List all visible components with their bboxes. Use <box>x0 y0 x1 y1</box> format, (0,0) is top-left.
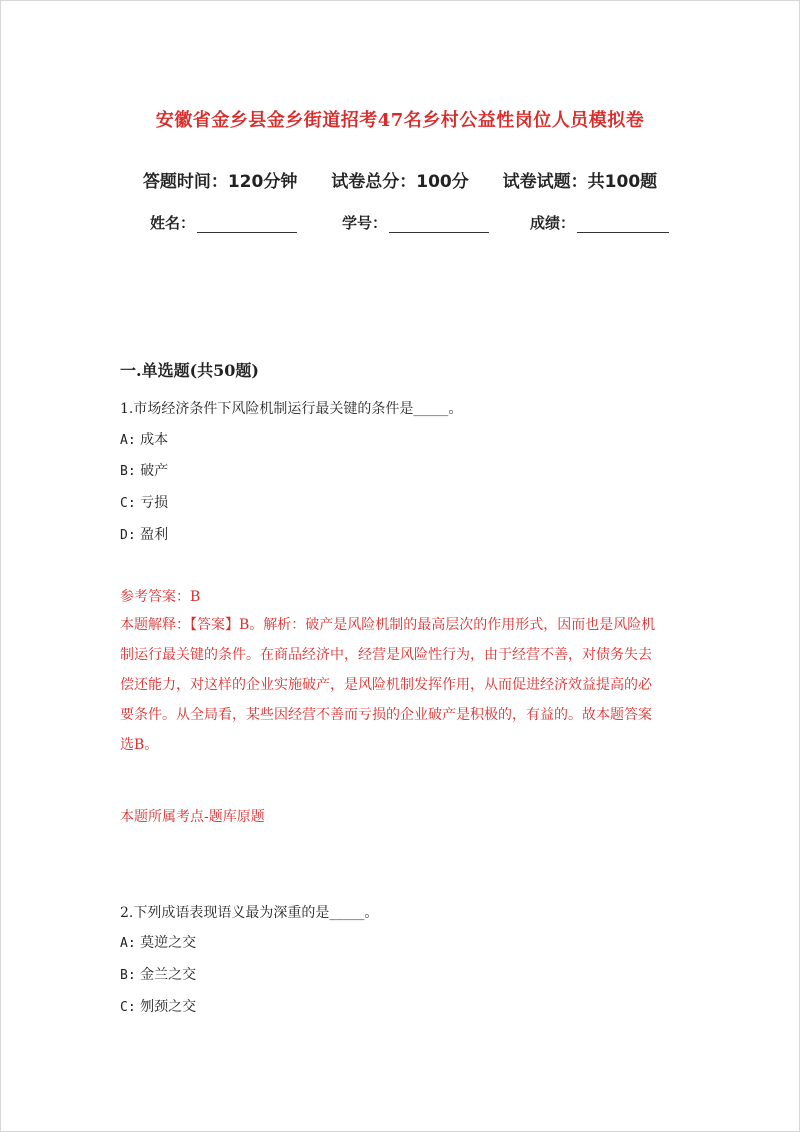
question-2-stem: 2.下列成语表现语义最为深重的是_____。 <box>120 905 379 921</box>
option-key: B: <box>120 464 136 479</box>
exam-question-count: 试卷试题：共100题 <box>502 172 658 192</box>
option-key: D: <box>120 528 136 543</box>
option-text: 盈利 <box>140 527 169 543</box>
option-key: A: <box>120 936 136 951</box>
option-text: 莫逆之交 <box>140 935 197 951</box>
option-key: C: <box>120 496 136 511</box>
exam-time: 答题时间：120分钟 <box>142 172 298 192</box>
exam-total-score: 试卷总分：100分 <box>331 172 469 192</box>
question-1-option-c <box>120 492 680 512</box>
option-text: 破产 <box>140 463 169 479</box>
question-2-option-c <box>120 996 680 1016</box>
score-field <box>530 212 669 233</box>
option-text: 刎颈之交 <box>140 999 197 1015</box>
question-2-option-a <box>120 932 680 952</box>
name-label: 姓名： <box>150 214 196 232</box>
document-title: 安徽省金乡县金乡街道招考47名乡村公益性岗位人员模拟卷 <box>155 110 645 131</box>
id-blank <box>389 216 489 233</box>
name-field <box>150 212 297 233</box>
option-key: C: <box>120 1000 136 1015</box>
question-1-explanation: 本题解释：【答案】B。解析：破产是风险机制的最高层次的作用形式，因而也是风险机制运行最关键的条件。在商品经济中，经营是风险性行为，由于经营不善，对债务失去偿还能力，对这样的企业实施破产，是风险机制发挥作用，从而促进经济效益提高的必要条件。从全局看，某些因经营不善而亏损的企业破产是积极的，有益的。故本题答案选B。 <box>120 617 656 753</box>
question-1-answer: 参考答案：B <box>120 589 201 605</box>
id-field <box>342 212 489 233</box>
option-key: B: <box>120 968 136 983</box>
option-text: 成本 <box>140 432 169 448</box>
exam-meta <box>0 167 800 192</box>
question-1-option-b <box>120 460 680 480</box>
option-key: A: <box>120 433 136 448</box>
question-2-option-b <box>120 964 680 984</box>
question-1-option-d <box>120 524 680 544</box>
option-text: 金兰之交 <box>140 967 197 983</box>
score-blank <box>577 216 669 233</box>
question-1-stem: 1.市场经济条件下风险机制运行最关键的条件是_____。 <box>120 401 463 417</box>
score-label: 成绩： <box>530 214 576 232</box>
section-heading: 一.单选题(共50题) <box>120 361 259 380</box>
option-text: 亏损 <box>140 495 169 511</box>
question-1-source: 本题所属考点-题库原题 <box>120 809 265 825</box>
question-1-option-a <box>120 429 680 449</box>
name-blank <box>197 216 297 233</box>
id-label: 学号： <box>342 214 388 232</box>
